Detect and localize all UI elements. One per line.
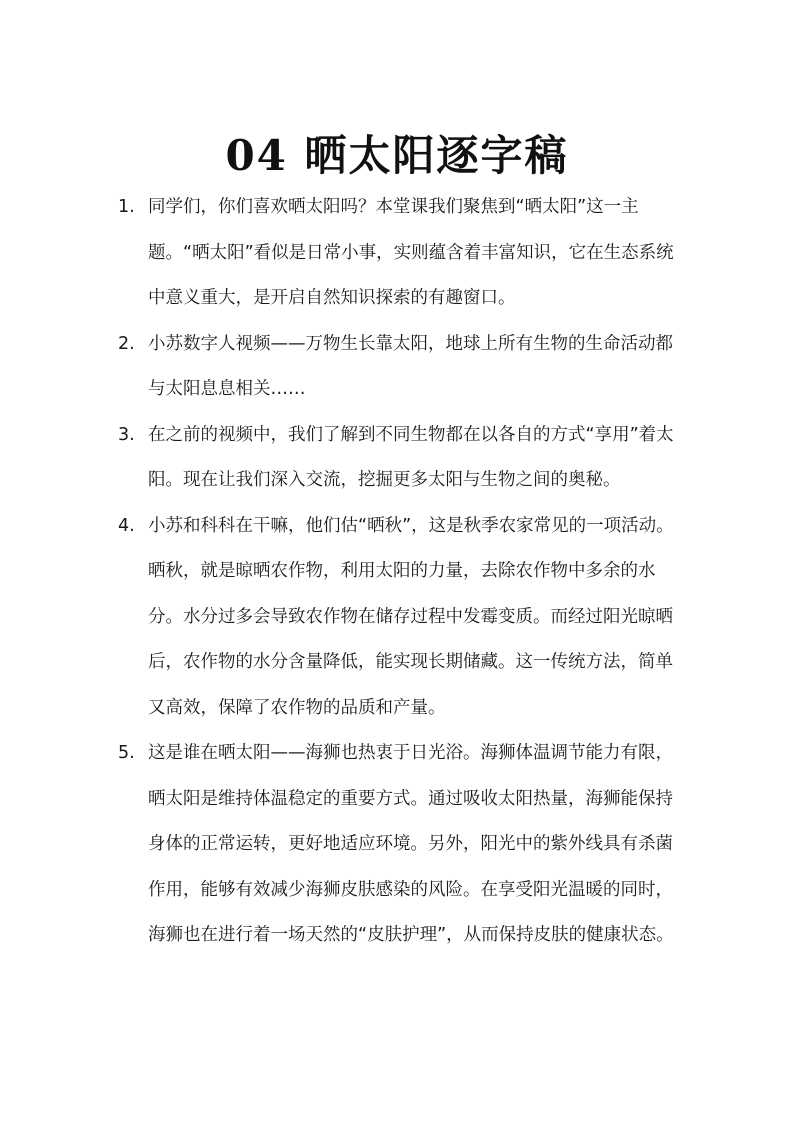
item-text: 小苏和科科在干嘛，他们估“晒秋”，这是秋季农家常见的一项活动。晒秋，就是晾晒农作物，利用太阳的力量，去除农作物中多余的水分。水分过多会导致农作物在储存过程中发霉变质。而经过阳光晾晒后，农作物的水分含量降低，能实现长期储藏。这一传统方法，简单又高效，保障了农作物的品质和产量。 — [148, 515, 674, 718]
item-text: 在之前的视频中，我们了解到不同生物都在以各自的方式“享用”着太阳。现在让我们深入交流，挖掘更多太阳与生物之间的奥秘。 — [148, 424, 674, 490]
item-text: 这是谁在晒太阳——海狮也热衷于日光浴。海狮体温调节能力有限，晒太阳是维持体温稳定的重要方式。通过吸收太阳热量，海狮能保持身体的正常运转，更好地适应环境。另外，阳光中的紫外线具有杀菌作用，能够有效减少海狮皮肤感染的风险。在享受阳光温暖的同时，海狮也在进行着一场天然的“皮肤护理”，从而保持皮肤的健康状态。 — [148, 743, 674, 945]
list-item — [118, 185, 683, 322]
item-number: 4. — [118, 515, 135, 536]
item-number: 2. — [118, 333, 135, 354]
transcript-list — [118, 185, 683, 959]
item-number: 5. — [118, 743, 135, 763]
page-title: 04 晒太阳逐字稿 — [225, 131, 569, 181]
list-item — [118, 322, 683, 413]
item-number: 1. — [118, 197, 135, 217]
list-item — [118, 413, 683, 504]
item-text: 小苏数字人视频——万物生长靠太阳，地球上所有生物的生命活动都与太阳息息相关…… — [148, 333, 673, 399]
item-number: 3. — [118, 424, 135, 445]
list-item — [118, 504, 683, 732]
list-item — [118, 731, 683, 959]
item-text: 同学们，你们喜欢晒太阳吗？本堂课我们聚焦到“晒太阳”这一主题。“晒太阳”看似是日常小事，实则蕴含着丰富知识，它在生态系统中意义重大，是开启自然知识探索的有趣窗口。 — [148, 197, 674, 308]
